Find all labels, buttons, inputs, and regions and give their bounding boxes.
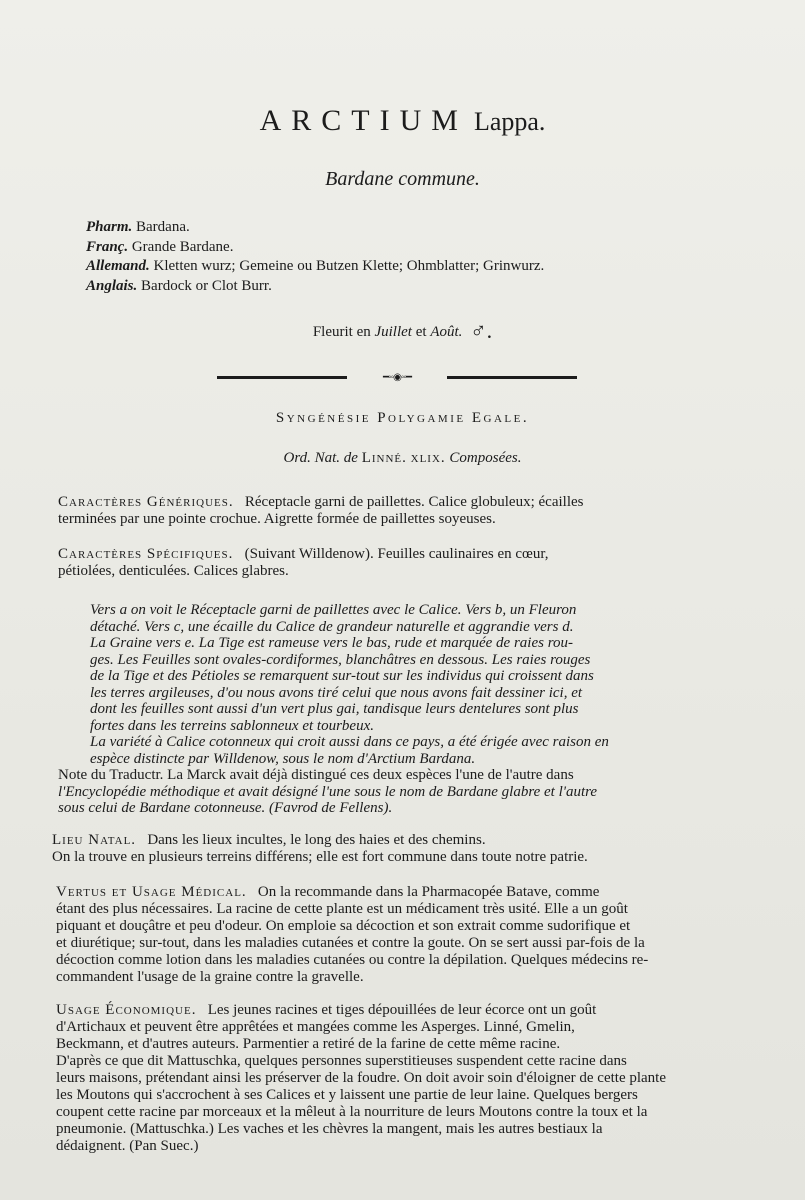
text-line: étant des plus nécessaires. La racine de cette plante est un médicament très usité. Elle a un goût xyxy=(56,901,628,917)
vernacular-name: Bardana. xyxy=(136,219,190,235)
order-family: Composées. xyxy=(449,450,522,466)
genus-name: ARCTIUM xyxy=(259,104,468,137)
text-line: pétiolées, denticulées. Calices glabres. xyxy=(58,563,289,579)
vernacular-names xyxy=(86,218,544,296)
text-line: de la Tige et des Pétioles se remarquent sur-tout sur les individus qui croissent dans xyxy=(90,668,594,684)
text-line: Réceptacle garni de paillettes. Calice globuleux; écailles xyxy=(244,494,584,510)
text-line: On la recommande dans la Pharmacopée Batave, comme xyxy=(257,884,600,900)
section-heading: Vertus et Usage Médical. xyxy=(56,884,247,900)
plate-description xyxy=(90,602,609,767)
text-line: espèce distincte par Willdenow, sous le nom d'Arctium Bardana. xyxy=(90,750,476,767)
generic-characters xyxy=(58,494,583,528)
medical-section xyxy=(56,884,648,986)
section-heading: Caractères Génériques. xyxy=(58,494,234,510)
order-author: Linné. xyxy=(361,450,407,466)
vernacular-row xyxy=(86,277,544,297)
text-line: Les jeunes racines et tiges dépouillées de leur écorce ont un goût xyxy=(207,1002,597,1018)
flowering-line xyxy=(0,318,805,344)
divider-rule-left xyxy=(217,376,347,379)
text-line: décoction comme lotion dans les maladies cutanées ou contre la dépilation. Quelques médecins re- xyxy=(56,952,649,968)
lang-label: Pharm. xyxy=(86,219,133,235)
section-heading: Usage Économique. xyxy=(56,1002,197,1018)
lang-label: Anglais. xyxy=(86,277,138,294)
natural-order xyxy=(0,450,805,467)
text-line: (Suivant Willdenow). Feuilles caulinaires en cœur, xyxy=(244,546,549,562)
text-line: terminées par une pointe crochue. Aigrette formée de paillettes soyeuses. xyxy=(58,511,496,527)
text-line: Note du Traductr. La Marck avait déjà distingué ces deux espèces l'une de l'autre dans xyxy=(58,767,574,783)
text-line: La variété à Calice cotonneux qui croit aussi dans ce pays, a été érigée avec raison en xyxy=(90,734,609,750)
vernacular-row xyxy=(86,238,544,258)
text-line: détaché. Vers c, une écaille du Calice de grandeur naturelle et aggrandie vers d. xyxy=(90,618,574,635)
common-name: Bardane commune. xyxy=(325,168,480,190)
text-line: ges. Les Feuilles sont ovales-cordiformes, blanchâtres en dessous. Les raies rouges xyxy=(90,651,591,668)
text-line: Dans les lieux incultes, le long des haies et des chemins. xyxy=(147,832,486,848)
text-line: La Graine vers e. La Tige est rameuse vers le bas, rude et marquée de raies rou- xyxy=(90,635,573,651)
text-line: dédaignent. (Pan Suec.) xyxy=(56,1138,199,1154)
translator-note xyxy=(58,767,597,817)
text-line: fortes dans les terreins sablonneux et tourbeux. xyxy=(90,717,374,734)
text-line: On la trouve en plusieurs terreins différens; elle est fort commune dans toute notre patrie. xyxy=(52,849,588,865)
vernacular-name: Bardock or Clot Burr. xyxy=(141,277,272,294)
page-title xyxy=(0,104,805,138)
flowering-conj: et xyxy=(415,324,427,340)
text-line: Vers a on voit le Réceptacle garni de paillettes avec le Calice. Vers b, un Fleuron xyxy=(90,602,577,618)
text-line: les Moutons qui s'accrochent à ses Calices et y laissent une partie de leur laine. Quelques bergers xyxy=(56,1087,638,1103)
male-symbol-icon: ♂. xyxy=(470,318,493,343)
section-heading: Lieu Natal. xyxy=(52,832,137,848)
text-line: pneumonie. (Mattuschka.) Les vaches et les chèvres la mangent, mais les autres bestiaux la xyxy=(56,1121,603,1137)
text-line: sous celui de Bardane cotonneuse. (Favrod de Fellens). xyxy=(58,800,393,816)
vernacular-row xyxy=(86,257,544,277)
divider-rule-right xyxy=(447,376,577,379)
order-prefix: Ord. Nat. de xyxy=(283,450,358,466)
text-line: piquant et douçâtre et peu d'odeur. On emploie sa décoction et son extrait comme sudorifique et xyxy=(56,918,631,934)
section-heading: Caractères Spécifiques. xyxy=(58,546,234,562)
linnaean-class: Syngénésie Polygamie Egale. xyxy=(275,410,530,426)
species-name: Lappa. xyxy=(473,107,546,136)
specific-characters xyxy=(58,546,549,580)
text-line: l'Encyclopédie méthodique et avait désigné l'une sous le nom de Bardane glabre et l'autre xyxy=(58,783,598,800)
divider-ornament-icon: ━◦◦◉◦◦━ xyxy=(383,372,411,383)
economic-section xyxy=(56,1002,666,1155)
text-line: commandent l'usage de la graine contre la gravelle. xyxy=(56,969,364,985)
text-line: les terres argileuses, d'ou nous avons tiré celui que nous avons fait dessiner ici, et xyxy=(90,684,583,701)
text-line: Beckmann, et d'autres auteurs. Parmentier a retiré de la farine de cette même racine. xyxy=(56,1036,561,1052)
lang-label: Allemand. xyxy=(86,258,150,274)
flowering-month-2: Août. xyxy=(430,324,463,340)
vernacular-row xyxy=(86,218,544,238)
text-line: coupent cette racine par morceaux et la mêleut à la nourriture de leurs Moutons contre la toux et la xyxy=(56,1104,648,1120)
ornamental-divider xyxy=(217,372,577,384)
text-line: dont les feuilles sont aussi d'un vert plus gai, tandisque leurs dentelures sont plus xyxy=(90,701,579,717)
order-number: xlix. xyxy=(410,450,446,466)
habitat-section xyxy=(52,832,588,866)
flowering-text: Fleurit en xyxy=(312,324,371,340)
flowering-month-1: Juillet xyxy=(374,324,412,340)
vernacular-name: Grande Bardane. xyxy=(131,238,234,255)
text-line: D'après ce que dit Mattuschka, quelques personnes superstitieuses suspendent cette racine dans xyxy=(56,1053,627,1069)
text-line: et diurétique; sur-tout, dans les maladies cutanées et contre la goute. On se sert aussi par-fois de la xyxy=(56,935,645,951)
lang-label: Franç. xyxy=(86,238,129,255)
vernacular-name: Kletten wurz; Gemeine ou Butzen Klette; Ohmblatter; Grinwurz. xyxy=(153,258,545,274)
text-line: leurs maisons, prétendant ainsi les préserver de la foudre. On doit avoir soin d'éloigner de cette plante xyxy=(56,1070,667,1086)
text-line: d'Artichaux et peuvent être apprêtées et mangées comme les Asperges. Linné, Gmelin, xyxy=(56,1019,575,1035)
